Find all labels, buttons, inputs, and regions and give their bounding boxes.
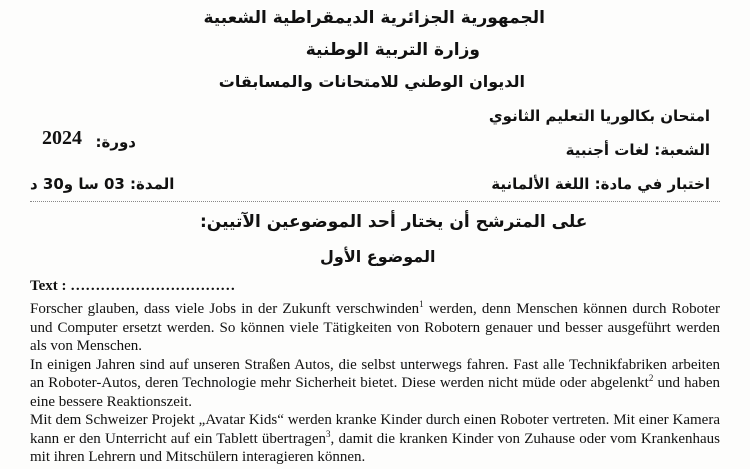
session-year: 2024: [42, 127, 82, 149]
paragraph-3: Mit dem Schweizer Projekt „Avatar Kids“ werden kranke Kinder durch einen Roboter vertreten. Mit einer Kamera kann er den Unterricht auf ein Tablett übertragen$^3$, damit die kranken Kinder von Zuhause oder vom Krankenhaus mit ihren Lehrern und Mitschülern interagieren können.: [30, 412, 720, 465]
footnote-marker: 1: [419, 299, 424, 309]
exam-stream: الشعبة: لغات أجنبية: [565, 141, 710, 159]
header-divider: [30, 201, 720, 202]
footnote-marker: 2: [648, 373, 654, 383]
header-republic: الجمهورية الجزائرية الديمقراطية الشعبية: [203, 8, 545, 28]
reading-text: [30, 300, 720, 467]
footnote-marker: 3: [326, 428, 331, 439]
candidate-instruction: على المترشح أن يختار أحد الموضوعين الآتيين:: [200, 212, 588, 232]
topic-title: الموضوع الأول: [320, 247, 436, 266]
exam-title: امتحان بكالوريا التعليم الثانوي: [488, 107, 710, 125]
session-label: دورة:: [95, 133, 136, 151]
exam-duration: المدة: 03 سا و30 د: [30, 175, 175, 193]
paragraph-2: In einigen Jahren sind auf unseren Straßen Autos, die selbst unterwegs fahren. Fast alle Technikfabriken arbeiten an Roboter-Autos, deren Technologie mehr Sicherheit bietet. Diese werden nicht müde oder abgelenkt$^2$ und haben eine bessere Reaktionszeit.: [30, 356, 720, 410]
exam-subject: اختبار في مادة: اللغة الألمانية: [491, 175, 710, 193]
header-office: الديوان الوطني للامتحانات والمسابقات: [218, 72, 525, 91]
header-ministry: وزارة التربية الوطنية: [305, 40, 480, 60]
paragraph-1: Forscher glauben, dass viele Jobs in der Zukunft verschwinden$^1$ werden, denn Menschen können durch Roboter und Computer ersetzt werden. So können viele Tätigkeiten von Robotern genauer und besser ausgeführt werden als von Menschen.: [30, 299, 721, 354]
text-title-label: Text : ……………………………: [30, 278, 236, 294]
